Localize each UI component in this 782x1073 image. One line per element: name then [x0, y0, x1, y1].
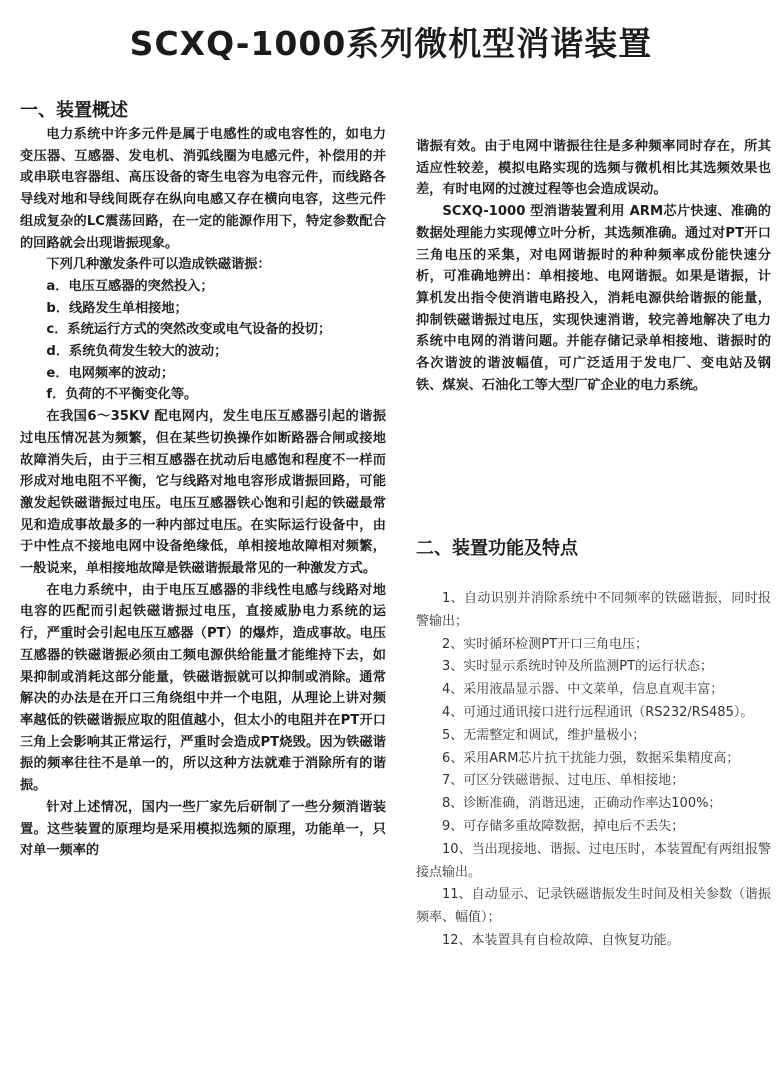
document-title: SCXQ-1000系列微机型消谐装置: [129, 24, 653, 63]
feature-item: 4、可通过通讯接口进行远程通讯（RS232/RS485）。: [442, 704, 754, 720]
feature-item: 7、可区分铁磁谐振、过电压、单相接地；: [442, 773, 685, 789]
paragraph-overview: 电力系统中许多元件是属于电感性的或电容性的，如电力变压器、互感器、发电机、消弧线圈为电感元件，补偿用的并或串联电容器组、高压设备的寄生电容为电容元件，而线路各导线对地和导线间既存在纵向电感又存在横向电容，这些元件组成复杂的LC震荡回路，在一定的能源作用下，特定参数配合的回路就会出现谐振现象。: [20, 127, 386, 251]
list-item: f．负荷的不平衡变化等。: [46, 387, 198, 403]
paragraph-device-description: SCXQ-1000 型消谐装置利用 ARM芯片快速、准确的数据处理能力实现傅立叶分析，其选频准确。通过对PT开口三角电压的采集，对电网谐振时的种种频率成份能快速分析，可准确地辨出：单相接地、电网谐振。如果是谐振，计算机发出指令使消谐电路投入，消耗电源供给谐振的能量，抑制铁磁谐振过电压，实现快速消谐，较完善地解决了电力系统中电网的消谐问题。并能存储记录单相接地、谐振时的各次谐波的谐波幅值，可广泛适用于发电厂、变电站及钢铁、煤炭、石油化工等大型厂矿企业的电力系统。: [416, 204, 771, 393]
feature-item: 10、当出现接地、谐振、过电压时，本装置配有两组报警接点输出。: [416, 841, 771, 880]
feature-item: 2、实时循环检测PT开口三角电压；: [442, 636, 649, 652]
list-item: d．系统负荷发生较大的波动；: [46, 344, 228, 360]
list-item: b．线路发生单相接地；: [46, 300, 188, 316]
list-item: c．系统运行方式的突然改变或电气设备的投切；: [46, 322, 332, 338]
right-column-top: [416, 136, 771, 396]
feature-item: 12、本装置具有自检故障、自恢复功能。: [442, 932, 680, 948]
feature-item: 11、自动显示、记录铁磁谐振发生时间及相关参数（谐振频率、幅值）；: [416, 887, 771, 926]
feature-item: 1、自动识别并消除系统中不同频率的铁磁谐振，同时报警输出；: [416, 591, 771, 629]
feature-item: 9、可存储多重故障数据，掉电后不丢失；: [442, 818, 685, 834]
section2-heading: 二、装置功能及特点: [416, 538, 578, 559]
left-column: [20, 124, 386, 862]
features-list: [416, 588, 771, 953]
section1-heading: 一、装置概述: [20, 100, 128, 121]
paragraph-existing-devices: 针对上述情况，国内一些厂家先后研制了一些分频消谐装置。这些装置的原理均是采用模拟选频的原理，功能单一，只对单一频率的: [20, 799, 386, 859]
feature-item: 8、诊断准确，消谐迅速，正确动作率达100%；: [442, 796, 722, 812]
feature-item: 6、采用ARM芯片抗干扰能力强，数据采集精度高；: [442, 750, 740, 766]
paragraph-resonance: 在电力系统中，由于电压互感器的非线性电感与线路对地电容的匹配而引起铁磁谐振过电压，直接威胁电力系统的运行，严重时会引起电压互感器（PT）的爆炸，造成事故。电压互感器的铁磁谐振必须由工频电源供给能量才能维持下去，如果抑制或消耗这部分能量，铁磁谐振就可以抑制或消除。通常解决的办法是在开口三角绕组中并一个电阻，从理论上讲对频率越低的铁磁谐振应取的阻值越小，但太小的电阻并在PT开口三角上会影响其正常运行，严重时会造成PT烧毁。因为铁磁谐振的频率往往不是单一的，所以这种方法就难于消除所有的谐振。: [20, 582, 386, 794]
paragraph-conditions-intro: 下列几种激发条件可以造成铁磁谐振：: [46, 257, 271, 273]
feature-item: 4、采用液晶显示器、中文菜单，信息直观丰富；: [442, 682, 724, 698]
paragraph-continuation: 谐振有效。由于电网中谐振往往是多种频率同时存在，所其适应性较差，模拟电路实现的选频与微机相比其选频效果也差，有时电网的过渡过程等也会造成误动。: [416, 139, 771, 198]
list-item: a．电压互感器的突然投入；: [46, 278, 214, 294]
list-item: e．电网频率的波动；: [46, 365, 175, 381]
feature-item: 3、实时显示系统时钟及所监测PT的运行状态；: [442, 659, 714, 675]
paragraph-network: 在我国6～35KV 配电网内，发生电压互感器引起的谐振过电压情况甚为频繁，但在某些切换操作如断路器合闸或接地故障消失后，由于三相互感器在扰动后电感饱和程度不一样而形成对地电阻不平衡，它与线路对地电容形成谐振回路，可能激发起铁磁谐振过电压。电压互感器铁心饱和引起的铁磁最常见和造成事故最多的一种内部过电压。在实际运行设备中，由于中性点不接地电网中设备绝缘低，单相接地故障相对频繁，一般说来，单相接地故障是铁磁谐振最常见的一种激发方式。: [20, 409, 386, 577]
feature-item: 5、无需整定和调试，维护量极小；: [442, 727, 646, 743]
